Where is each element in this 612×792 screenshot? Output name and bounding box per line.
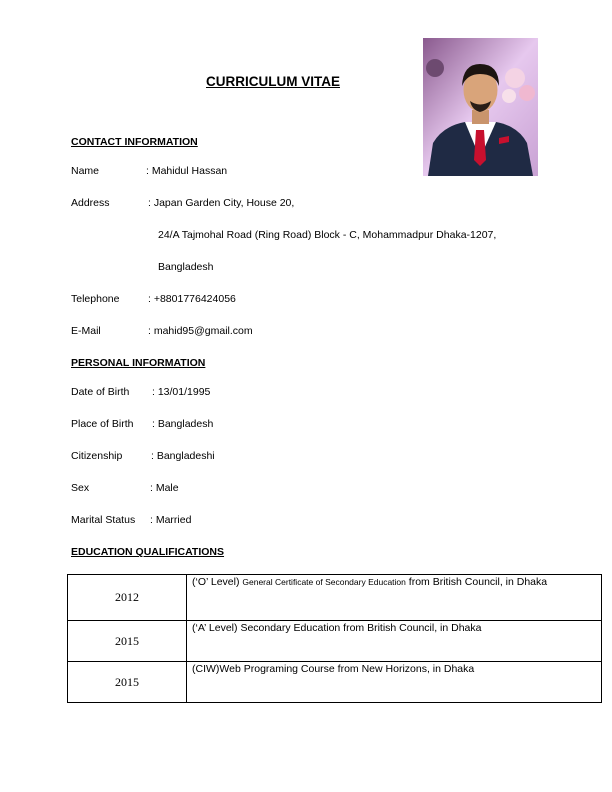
education-table [67, 574, 602, 703]
marital-label: Marital Status [71, 514, 136, 526]
level-text: (CIW) [192, 663, 220, 675]
qualification-cell [187, 662, 602, 703]
address-label: Address [71, 197, 110, 209]
dob-value: : 13/01/1995 [152, 386, 211, 398]
dob-label: Date of Birth [71, 386, 130, 398]
email-label: E-Mail [71, 325, 101, 337]
sex-value: : Male [150, 482, 179, 494]
course-text: Secondary Education from British Council, in Dhaka [240, 622, 482, 634]
personal-heading: PERSONAL INFORMATION [71, 357, 206, 369]
institution-text: from British Council, in Dhaka [408, 576, 548, 588]
course-text: Web Programing Course from New Horizons, in Dhaka [219, 663, 475, 675]
marital-value: : Married [150, 514, 192, 526]
document-title: CURRICULUM VITAE [206, 74, 340, 89]
course-text: General Certificate of Secondary Education [242, 577, 406, 587]
email-value: : mahid95@gmail.com [148, 325, 253, 337]
year-cell: 2015 [68, 621, 187, 662]
year-cell: 2012 [68, 575, 187, 621]
citizenship-value: : Bangladeshi [151, 450, 215, 462]
qualification-cell [187, 575, 602, 621]
address-line-1: : Japan Garden City, House 20, [148, 197, 295, 209]
level-text: (‘A’ Level) [192, 622, 238, 634]
table-row [68, 662, 602, 703]
year-cell: 2015 [68, 662, 187, 703]
qualification-cell [187, 621, 602, 662]
table-row [68, 621, 602, 662]
sex-label: Sex [71, 482, 90, 494]
address-line-2: 24/A Tajmohal Road (Ring Road) Block - C, Mohammadpur Dhaka-1207, [158, 229, 497, 241]
name-value: : Mahidul Hassan [146, 165, 228, 177]
contact-heading: CONTACT INFORMATION [71, 136, 198, 148]
name-label: Name [71, 165, 100, 177]
pob-label: Place of Birth [71, 418, 134, 430]
telephone-value: : +8801776424056 [148, 293, 236, 305]
table-row [68, 575, 602, 621]
pob-value: : Bangladesh [152, 418, 214, 430]
profile-photo [423, 38, 538, 176]
level-text: (‘O’ Level) [192, 576, 240, 588]
citizenship-label: Citizenship [71, 450, 123, 462]
address-line-3: Bangladesh [158, 261, 214, 273]
education-heading: EDUCATION QUALIFICATIONS [71, 546, 225, 558]
telephone-label: Telephone [71, 293, 120, 305]
